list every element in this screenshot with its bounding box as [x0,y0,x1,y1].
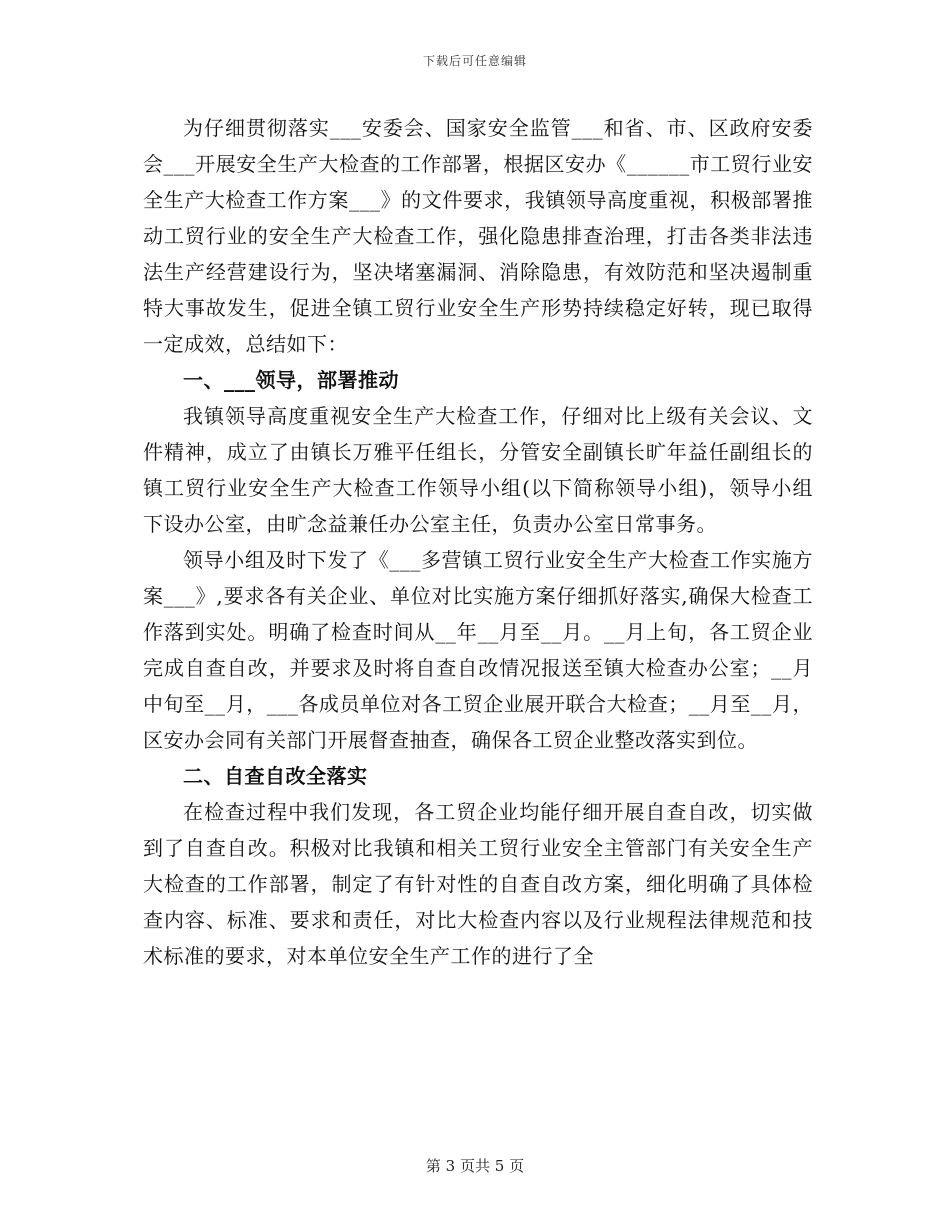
intro-paragraph: 为仔细贯彻落实___安委会、国家安全监管___和省、市、区政府安委会___开展安全生产大检查的工作部署，根据区安办《______市工贸行业安全生产大检查工作方案___》的文件要求，我镇领导高度重视，积极部署推动工贸行业的安全生产大检查工作，强化隐患排查治理，打击各类非法违法生产经营建设行为，坚决堵塞漏洞、消除隐患，有效防范和坚决遏制重特大事故发生，促进全镇工贸行业安全生产形势持续稳定好转，现已取得一定成效，总结如下： [143,116,813,356]
section-1-heading: 一、___领导，部署推动 [183,368,399,392]
page-number-footer: 第 3 页共 5 页 [425,1157,525,1175]
section-2-heading: 二、自查自改全落实 [183,764,368,788]
document-body [143,110,813,974]
section-1-paragraph-1: 我镇领导高度重视安全生产大检查工作，仔细对比上级有关会议、文件精神，成立了由镇长万雅平任组长，分管安全副镇长旷年益任副组长的镇工贸行业安全生产大检查工作领导小组(以下简称领导小组)，领导小组下设办公室，由旷念益兼任办公室主任，负责办公室日常事务。 [143,404,813,536]
section-2-paragraph-1: 在检查过程中我们发现，各工贸企业均能仔细开展自查自改，切实做到了自查自改。积极对比我镇和相关工贸行业安全主管部门有关安全生产大检查的工作部署，制定了有针对性的自查自改方案，细化明确了具体检查内容、标准、要求和责任，对比大检查内容以及行业规程法律规范和技术标准的要求，对本单位安全生产工作的进行了全 [143,800,813,968]
section-1-paragraph-2: 领导小组及时下发了《___多营镇工贸行业安全生产大检查工作实施方案___》,要求各有关企业、单位对比实施方案仔细抓好落实,确保大检查工作落到实处。明确了检查时间从__年__月至__月。__月上旬，各工贸企业完成自查自改，并要求及时将自查自改情况报送至镇大检查办公室；__月中旬至__月，___各成员单位对各工贸企业展开联合大检查；__月至__月，区安办会同有关部门开展督查抽查，确保各工贸企业整改落实到位。 [143,548,813,752]
page-header: 下载后可任意编辑 [422,54,527,68]
